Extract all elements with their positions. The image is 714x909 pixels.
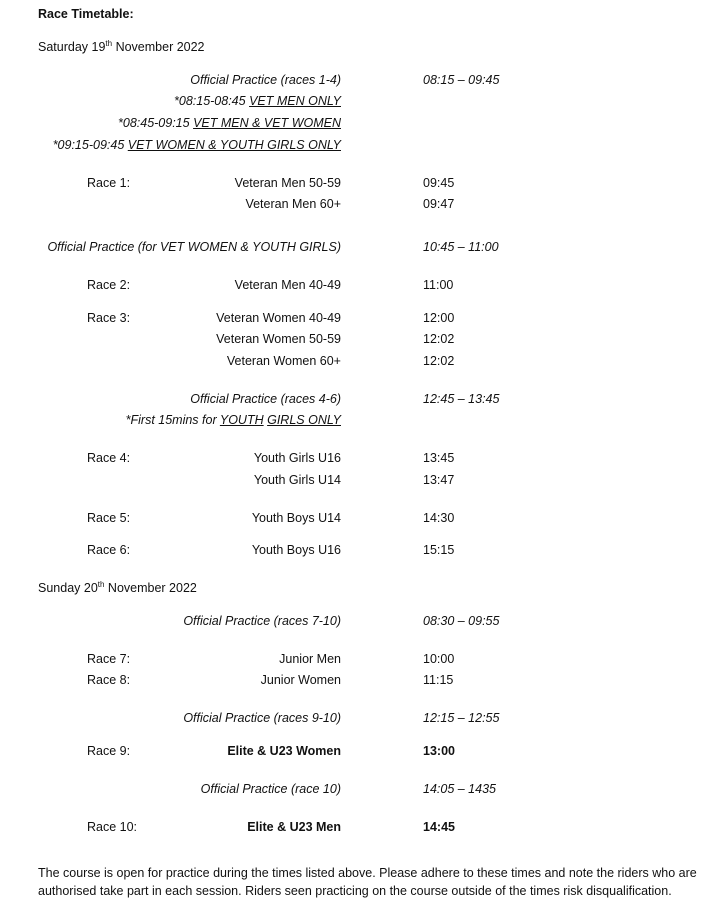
race-3-category: Veteran Women 50-59 xyxy=(216,332,341,346)
race-2-time: 11:00 xyxy=(423,278,454,292)
race-4-category: Youth Girls U16 xyxy=(253,451,341,465)
race-5-label: Race 5: xyxy=(87,511,131,525)
practice-5-label: Official Practice (race 10) xyxy=(200,782,341,796)
practice-2-time: 12:45 – 13:45 xyxy=(423,392,500,406)
race-7-label: Race 7: xyxy=(87,652,131,666)
race-6-time: 15:15 xyxy=(423,543,455,557)
race-8-category: Junior Women xyxy=(260,673,341,687)
race-3-time: 12:00 xyxy=(423,311,455,325)
race-8-label: Race 8: xyxy=(87,673,131,687)
practice-1-note: *08:45-09:15 VET MEN & VET WOMEN xyxy=(118,116,341,130)
page-title: Race Timetable: xyxy=(38,7,134,21)
race-4-label: Race 4: xyxy=(87,451,131,465)
race-3-label: Race 3: xyxy=(87,311,131,325)
practice-3-label: Official Practice (races 7-10) xyxy=(183,614,341,628)
race-8-time: 11:15 xyxy=(423,673,454,687)
race-4-time: 13:45 xyxy=(423,451,455,465)
race-2-label: Race 2: xyxy=(87,278,131,292)
race-1-time: 09:47 xyxy=(423,197,455,211)
saturday-heading: Saturday 19th November 2022 xyxy=(38,39,205,54)
race-6-category: Youth Boys U16 xyxy=(251,543,341,557)
practice-3-time: 08:30 – 09:55 xyxy=(423,614,500,628)
practice-2-note: *First 15mins for YOUTH GIRLS ONLY xyxy=(125,413,341,427)
race-5-time: 14:30 xyxy=(423,511,455,525)
footer-note: The course is open for practice during the times listed above. Please adhere to these times and note the riders who are authorised take part in each session. Riders seen practicing on the course outside of the times risk disqualification. xyxy=(38,866,697,898)
race-10-category: Elite & U23 Men xyxy=(247,820,341,834)
race-2-category: Veteran Men 40-49 xyxy=(234,278,341,292)
race-3-time: 12:02 xyxy=(423,332,455,346)
practice-2-label: Official Practice (races 4-6) xyxy=(190,392,341,406)
race-1-category: Veteran Men 50-59 xyxy=(234,176,341,190)
practice-1-label: Official Practice (races 1-4) xyxy=(190,73,341,87)
race-4-category: Youth Girls U14 xyxy=(253,473,341,487)
race-10-label: Race 10: xyxy=(87,820,138,834)
practice-vet-women-label: Official Practice (for VET WOMEN & YOUTH GIRLS) xyxy=(47,240,341,254)
practice-1-time: 08:15 – 09:45 xyxy=(423,73,500,87)
race-9-category: Elite & U23 Women xyxy=(227,744,341,758)
race-7-category: Junior Men xyxy=(279,652,341,666)
practice-1-note: *09:15-09:45 VET WOMEN & YOUTH GIRLS ONLY xyxy=(52,138,341,152)
race-1-label: Race 1: xyxy=(87,176,131,190)
race-6-label: Race 6: xyxy=(87,543,131,557)
practice-5-time: 14:05 – 1435 xyxy=(423,782,496,796)
race-3-category: Veteran Women 40-49 xyxy=(216,311,341,325)
race-5-category: Youth Boys U14 xyxy=(251,511,341,525)
practice-4-time: 12:15 – 12:55 xyxy=(423,711,500,725)
practice-1-note: *08:15-08:45 VET MEN ONLY xyxy=(174,94,341,108)
race-7-time: 10:00 xyxy=(423,652,455,666)
practice-vet-women-time: 10:45 – 11:00 xyxy=(423,240,499,254)
race-10-time: 14:45 xyxy=(423,820,455,834)
race-1-category: Veteran Men 60+ xyxy=(245,197,341,211)
race-3-category: Veteran Women 60+ xyxy=(226,354,341,368)
race-9-time: 13:00 xyxy=(423,744,455,758)
practice-4-label: Official Practice (races 9-10) xyxy=(183,711,341,725)
sunday-heading: Sunday 20th November 2022 xyxy=(38,580,197,595)
race-1-time: 09:45 xyxy=(423,176,455,190)
race-3-time: 12:02 xyxy=(423,354,455,368)
race-9-label: Race 9: xyxy=(87,744,131,758)
race-4-time: 13:47 xyxy=(423,473,455,487)
